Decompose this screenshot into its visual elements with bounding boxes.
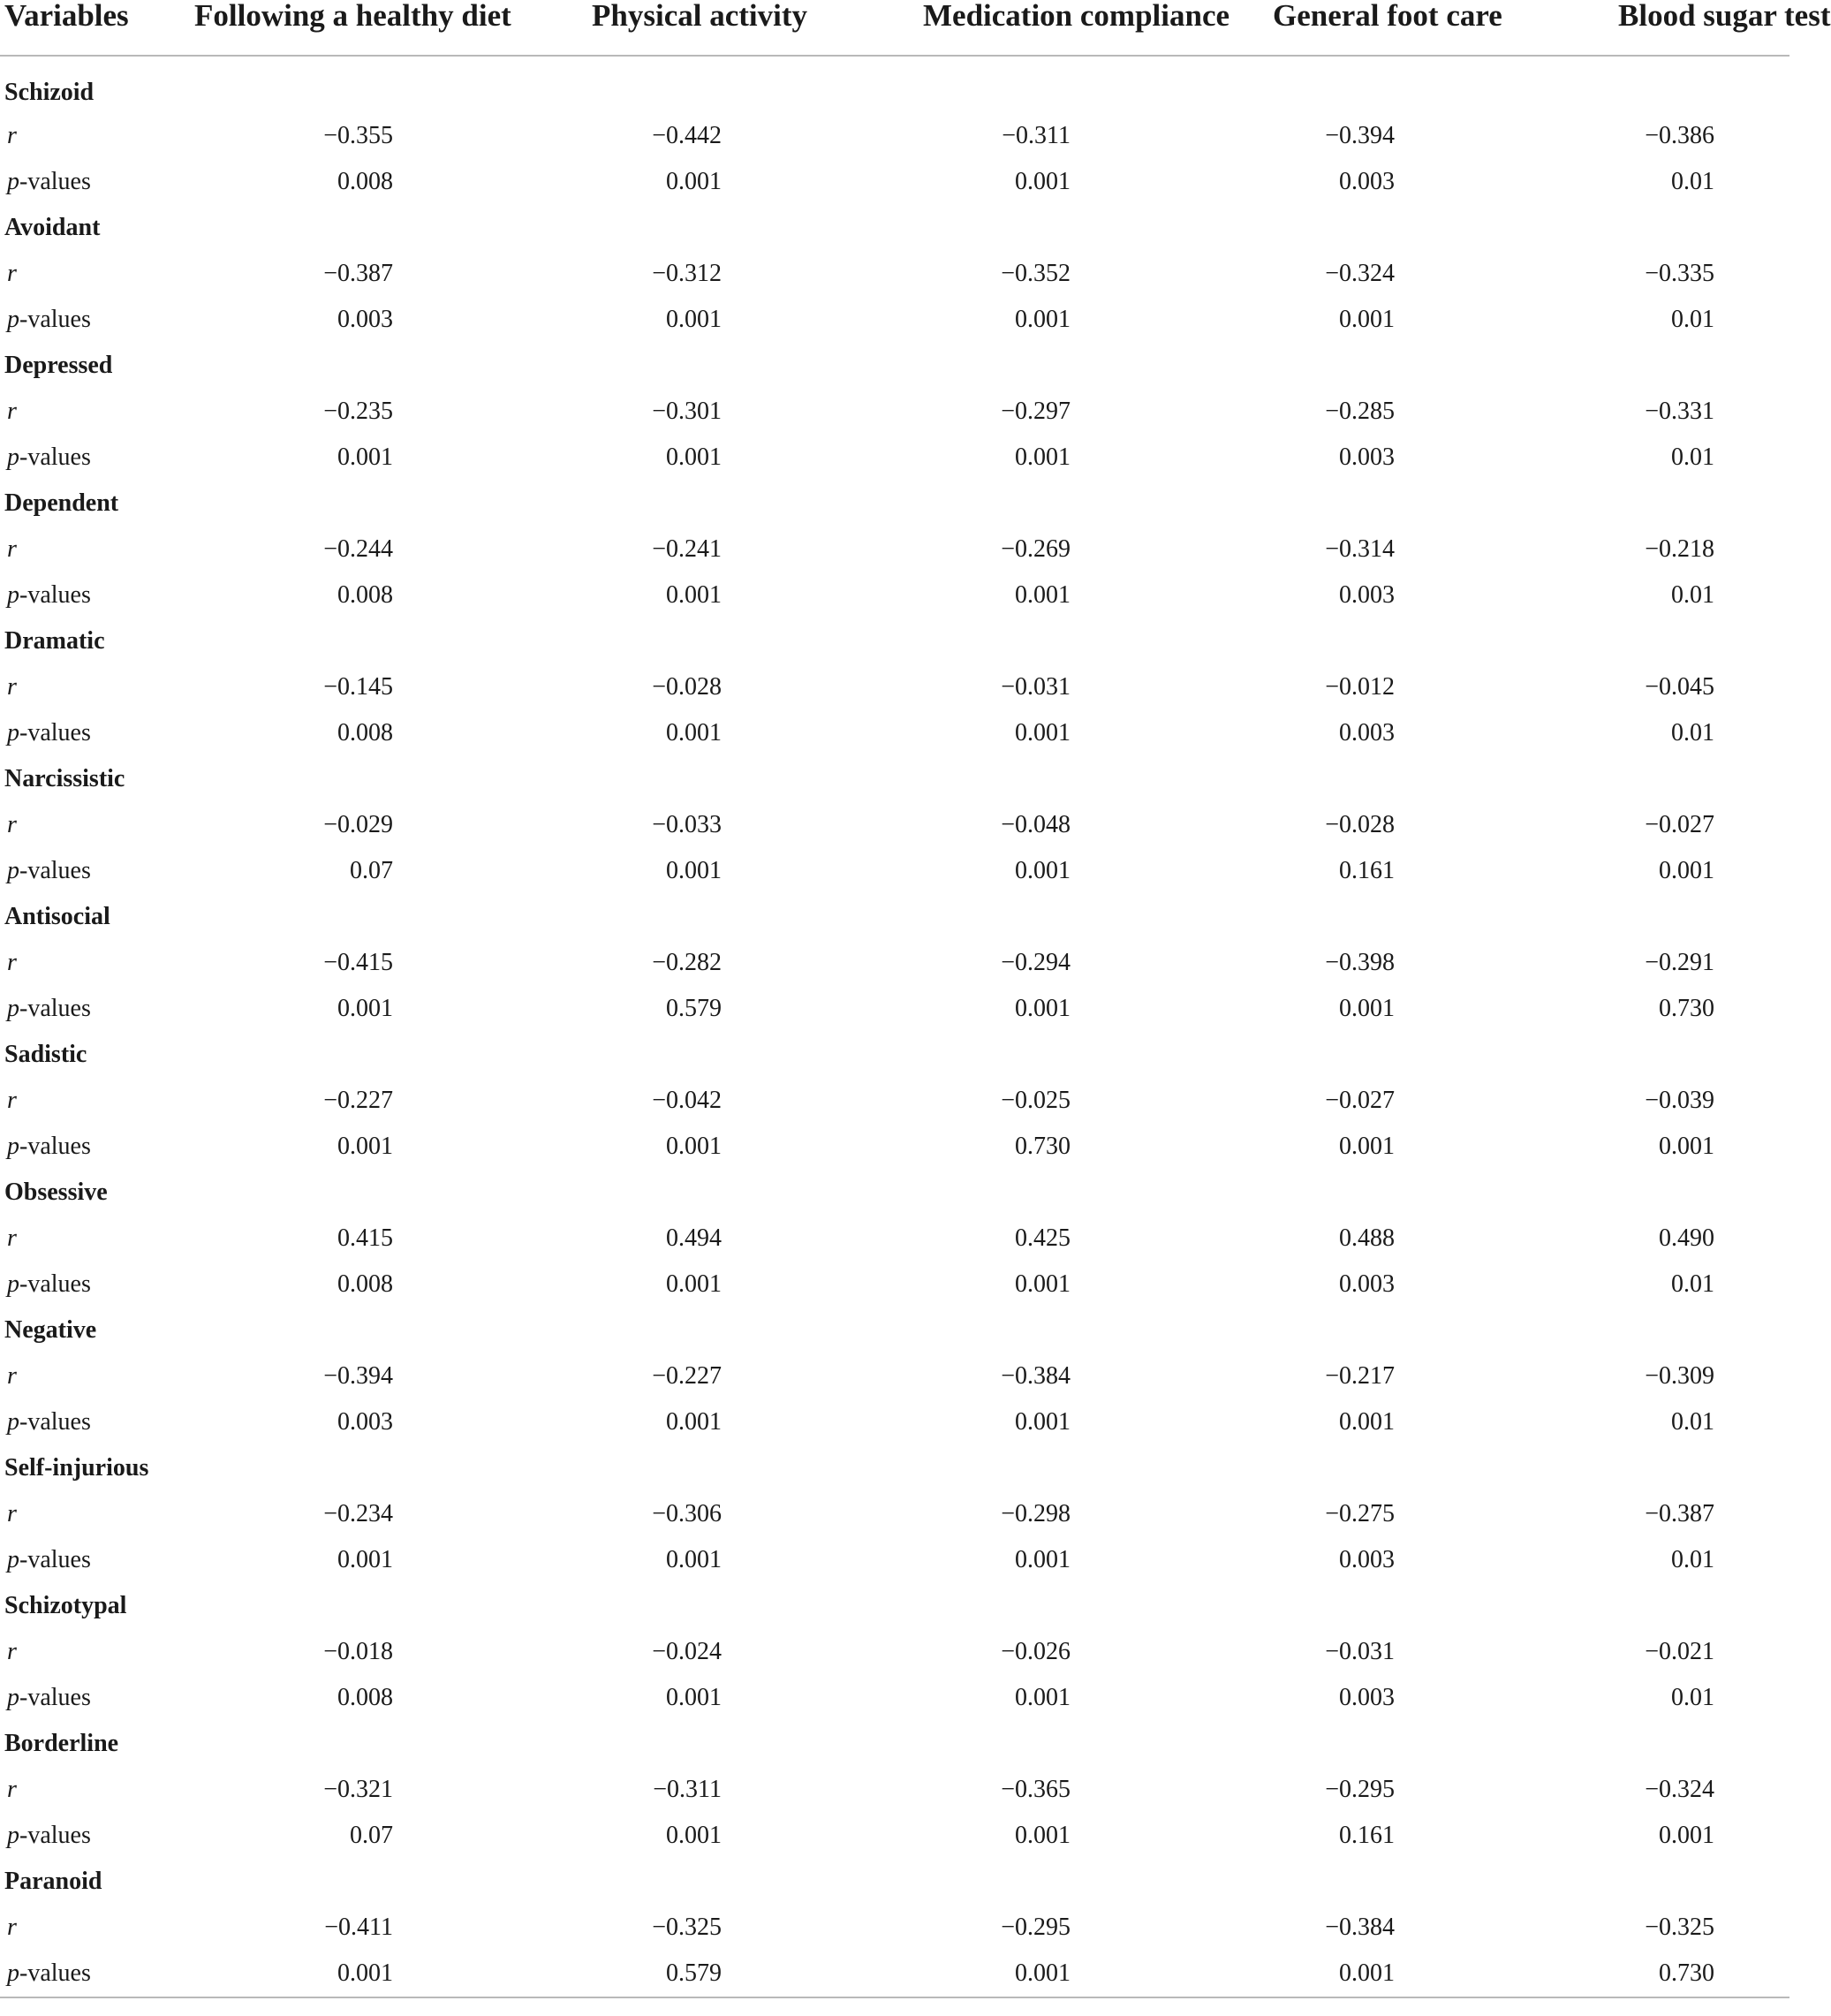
- p-symbol: p: [7, 857, 19, 884]
- p-value-cell: 0.001: [1015, 995, 1071, 1022]
- p-value-cell: 0.730: [1015, 1133, 1071, 1160]
- r-row: [0, 527, 1789, 572]
- p-value-cell: 0.01: [1671, 719, 1714, 747]
- r-value-cell: −0.042: [652, 1087, 722, 1114]
- p-value-cell: 0.001: [337, 995, 393, 1022]
- p-value-cell: 0.579: [556, 1951, 897, 1997]
- r-value-cell: −0.269: [1001, 535, 1071, 563]
- p-values-suffix: -values: [19, 1959, 91, 1987]
- r-value-cell: −0.028: [652, 673, 722, 701]
- p-value-cell: 0.001: [1339, 1408, 1395, 1436]
- r-value-cell: −0.021: [1645, 1638, 1714, 1665]
- p-values-suffix: -values: [19, 1133, 91, 1160]
- p-value-cell: 0.001: [666, 857, 722, 884]
- p-values-label: [0, 1813, 168, 1859]
- r-value-cell: −0.331: [1645, 398, 1714, 425]
- r-row: [0, 1216, 1789, 1262]
- p-value-cell: 0.001: [1015, 1546, 1071, 1573]
- group-name: Borderline: [4, 1730, 119, 1757]
- p-value-cell: 0.001: [1015, 306, 1071, 333]
- group-row: [0, 1445, 1789, 1491]
- r-value-cell: −0.275: [1325, 1500, 1395, 1527]
- r-row: [0, 664, 1789, 710]
- p-value-cell: 0.008: [337, 719, 393, 747]
- p-value-cell: 0.001: [666, 168, 722, 195]
- r-value-cell: −0.026: [1001, 1638, 1071, 1665]
- header-variables: Variables: [0, 0, 168, 56]
- p-value-cell: 0.730: [1578, 1951, 1789, 1997]
- r-value-cell: −0.244: [323, 535, 393, 563]
- r-value-cell: −0.218: [1645, 535, 1714, 563]
- p-symbol: p: [7, 306, 19, 333]
- p-value-cell: 0.001: [666, 581, 722, 609]
- r-value-cell: −0.227: [652, 1362, 722, 1390]
- p-values-label: [0, 1537, 168, 1583]
- p-value-cell: 0.008: [337, 1270, 393, 1298]
- r-label: [0, 113, 168, 159]
- p-value-cell: 0.001: [168, 1951, 556, 1997]
- p-values-suffix: -values: [19, 443, 91, 471]
- p-symbol: p: [7, 168, 19, 195]
- p-value-cell: 0.001: [337, 1546, 393, 1573]
- r-value-cell: 0.415: [337, 1224, 393, 1252]
- p-value-cell: 0.001: [666, 719, 722, 747]
- r-row: [0, 1491, 1789, 1537]
- p-values-label: [0, 159, 168, 205]
- p-values-suffix: -values: [19, 581, 91, 609]
- p-value-cell: 0.003: [1339, 1270, 1395, 1298]
- p-value-cell: 0.003: [337, 1408, 393, 1436]
- r-row: [0, 1078, 1789, 1124]
- p-value-cell: 0.730: [1659, 995, 1714, 1022]
- r-value-cell: −0.295: [1325, 1776, 1395, 1803]
- group-row: [0, 1859, 1789, 1905]
- p-value-cell: 0.003: [337, 306, 393, 333]
- p-value-cell: 0.001: [1015, 1270, 1071, 1298]
- p-values-suffix: -values: [19, 1822, 91, 1849]
- r-label: [0, 1491, 168, 1537]
- table-body: [0, 56, 1789, 1997]
- r-value-cell: −0.321: [323, 1776, 393, 1803]
- r-value-cell: −0.217: [1325, 1362, 1395, 1390]
- r-value-cell: −0.145: [323, 673, 393, 701]
- p-values-label: [0, 572, 168, 618]
- r-value-cell: 0.494: [666, 1224, 722, 1252]
- r-label: [0, 1629, 168, 1675]
- group-row: [0, 1032, 1789, 1078]
- r-symbol: r: [7, 1087, 17, 1114]
- group-row: [0, 1583, 1789, 1629]
- p-value-cell: 0.001: [1339, 995, 1395, 1022]
- r-value-cell: −0.394: [323, 1362, 393, 1390]
- r-value-cell: −0.411: [324, 1914, 393, 1941]
- r-value-cell: −0.355: [323, 122, 393, 149]
- p-value-cell: 0.001: [337, 1133, 393, 1160]
- p-values-row: [0, 1813, 1789, 1859]
- r-row: [0, 1629, 1789, 1675]
- r-value-cell: −0.324: [1325, 260, 1395, 287]
- p-values-suffix: -values: [19, 1684, 91, 1711]
- r-symbol: r: [7, 1500, 17, 1527]
- r-row: [0, 1353, 1789, 1399]
- p-values-suffix: -values: [19, 168, 91, 195]
- r-value-cell: −0.025: [1001, 1087, 1071, 1114]
- p-symbol: p: [7, 1959, 19, 1987]
- p-symbol: p: [7, 581, 19, 609]
- r-symbol: r: [7, 1776, 17, 1803]
- r-value-cell: −0.227: [323, 1087, 393, 1114]
- r-value-cell: −0.352: [1001, 260, 1071, 287]
- p-symbol: p: [7, 719, 19, 747]
- r-value-cell: −0.031: [1001, 673, 1071, 701]
- p-value-cell: 0.001: [1015, 443, 1071, 471]
- r-value-cell: −0.335: [1645, 260, 1714, 287]
- r-label: [0, 1905, 168, 1951]
- p-values-row: [0, 1399, 1789, 1445]
- r-value-cell: −0.415: [323, 949, 393, 976]
- r-value-cell: −0.442: [652, 122, 722, 149]
- r-value-cell: −0.045: [1645, 673, 1714, 701]
- p-values-row: [0, 710, 1789, 756]
- p-value-cell: 0.01: [1671, 443, 1714, 471]
- p-values-row: [0, 1262, 1789, 1307]
- p-values-suffix: -values: [19, 1408, 91, 1436]
- p-symbol: p: [7, 1822, 19, 1849]
- p-values-label: [0, 435, 168, 481]
- r-value-cell: −0.311: [1002, 122, 1071, 149]
- r-value-cell: −0.324: [1645, 1776, 1714, 1803]
- p-values-label: [0, 297, 168, 343]
- group-name: Paranoid: [4, 1868, 102, 1895]
- p-value-cell: 0.001: [666, 1133, 722, 1160]
- r-symbol: r: [7, 949, 17, 976]
- r-label: [0, 1078, 168, 1124]
- group-name: Self-injurious: [4, 1454, 149, 1482]
- r-symbol: r: [7, 122, 17, 149]
- p-values-row: [0, 1675, 1789, 1721]
- p-values-row: [0, 848, 1789, 894]
- group-row: [0, 205, 1789, 251]
- p-value-cell: 0.008: [337, 168, 393, 195]
- r-value-cell: −0.031: [1325, 1638, 1395, 1665]
- r-label: [0, 1353, 168, 1399]
- group-name: Dramatic: [4, 627, 105, 655]
- p-value-cell: 0.001: [666, 306, 722, 333]
- table-header: [0, 0, 1831, 56]
- header-physical-activity: Physical activity: [556, 0, 897, 56]
- r-value-cell: −0.291: [1645, 949, 1714, 976]
- p-values-suffix: -values: [19, 1270, 91, 1298]
- p-value-cell: 0.001: [1015, 581, 1071, 609]
- p-value-cell: 0.001: [666, 1546, 722, 1573]
- r-value-cell: −0.029: [323, 811, 393, 838]
- r-value-cell: −0.285: [1325, 398, 1395, 425]
- r-label: [0, 664, 168, 710]
- p-values-row: [0, 297, 1789, 343]
- group-name: Antisocial: [4, 903, 110, 930]
- r-value-cell: −0.018: [323, 1638, 393, 1665]
- p-value-cell: 0.161: [1339, 857, 1395, 884]
- r-row: [0, 802, 1789, 848]
- p-value-cell: 0.01: [1671, 1684, 1714, 1711]
- p-value-cell: 0.001: [1015, 168, 1071, 195]
- r-symbol: r: [7, 260, 17, 287]
- p-value-cell: 0.01: [1671, 1270, 1714, 1298]
- p-values-label: [0, 1262, 168, 1307]
- r-row: [0, 940, 1789, 986]
- r-value-cell: −0.294: [1001, 949, 1071, 976]
- p-value-cell: 0.001: [1659, 1133, 1714, 1160]
- p-value-cell: 0.001: [666, 443, 722, 471]
- r-value-cell: −0.394: [1325, 122, 1395, 149]
- p-value-cell: 0.001: [1339, 306, 1395, 333]
- p-value-cell: 0.003: [1339, 168, 1395, 195]
- group-row: [0, 1307, 1789, 1353]
- p-value-cell: 0.001: [337, 443, 393, 471]
- r-value-cell: −0.311: [653, 1776, 722, 1803]
- r-value-cell: −0.033: [652, 811, 722, 838]
- r-value-cell: −0.027: [1325, 1087, 1395, 1114]
- group-row: [0, 894, 1789, 940]
- r-value-cell: −0.048: [1001, 811, 1071, 838]
- p-value-cell: 0.003: [1339, 581, 1395, 609]
- group-row: [0, 1721, 1789, 1767]
- p-values-row: [0, 572, 1789, 618]
- r-row: [0, 1767, 1789, 1813]
- r-value-cell: −0.301: [652, 398, 722, 425]
- r-value-cell: −0.314: [1325, 535, 1395, 563]
- r-row: [0, 113, 1789, 159]
- r-value-cell: −0.039: [1645, 1087, 1714, 1114]
- r-value-cell: −0.306: [652, 1500, 722, 1527]
- p-value-cell: 0.001: [1015, 1684, 1071, 1711]
- header-medication-compliance: Medication compliance: [897, 0, 1233, 56]
- p-values-row: [0, 435, 1789, 481]
- p-value-cell: 0.01: [1671, 1408, 1714, 1436]
- r-label: [0, 389, 168, 435]
- p-value-cell: 0.001: [1339, 1133, 1395, 1160]
- p-value-cell: 0.003: [1339, 719, 1395, 747]
- p-values-label: [0, 1675, 168, 1721]
- p-value-cell: 0.01: [1671, 1546, 1714, 1573]
- p-value-cell: 0.001: [666, 1684, 722, 1711]
- p-value-cell: 0.001: [666, 1270, 722, 1298]
- r-label: [0, 251, 168, 297]
- r-symbol: r: [7, 1224, 17, 1252]
- group-name: Obsessive: [4, 1179, 108, 1206]
- p-symbol: p: [7, 1270, 19, 1298]
- group-name: Schizoid: [4, 79, 95, 106]
- r-symbol: r: [7, 398, 17, 425]
- p-value-cell: 0.001: [1659, 857, 1714, 884]
- p-symbol: p: [7, 443, 19, 471]
- r-value-cell: −0.028: [1325, 811, 1395, 838]
- p-symbol: p: [7, 1408, 19, 1436]
- p-values-row: [0, 1951, 1789, 1997]
- p-value-cell: 0.003: [1339, 443, 1395, 471]
- p-values-label: [0, 1951, 168, 1997]
- p-value-cell: 0.161: [1339, 1822, 1395, 1849]
- p-value-cell: 0.01: [1671, 168, 1714, 195]
- p-values-row: [0, 159, 1789, 205]
- r-value-cell: −0.325: [652, 1914, 722, 1941]
- header-row: [0, 0, 1789, 56]
- p-value-cell: 0.01: [1671, 581, 1714, 609]
- r-value-cell: 0.488: [1339, 1224, 1395, 1252]
- r-symbol: r: [7, 535, 17, 563]
- p-value-cell: 0.001: [1015, 1408, 1071, 1436]
- group-name: Negative: [4, 1316, 97, 1344]
- p-symbol: p: [7, 1684, 19, 1711]
- p-symbol: p: [7, 995, 19, 1022]
- p-values-label: [0, 1124, 168, 1170]
- p-values-label: [0, 1399, 168, 1445]
- r-label: [0, 802, 168, 848]
- group-row: [0, 618, 1789, 664]
- r-value-cell: −0.309: [1645, 1362, 1714, 1390]
- header-healthy-diet: Following a healthy diet: [168, 0, 556, 56]
- p-value-cell: 0.008: [337, 581, 393, 609]
- group-name: Sadistic: [4, 1041, 87, 1068]
- p-value-cell: 0.579: [666, 995, 722, 1022]
- r-value-cell: −0.234: [323, 1500, 393, 1527]
- p-value-cell: 0.003: [1339, 1684, 1395, 1711]
- r-label: [0, 1767, 168, 1813]
- r-value-cell: −0.365: [1001, 1776, 1071, 1803]
- r-value-cell: −0.386: [1645, 122, 1714, 149]
- p-values-suffix: -values: [19, 857, 91, 884]
- r-value-cell: 0.425: [1015, 1224, 1071, 1252]
- p-values-suffix: -values: [19, 306, 91, 333]
- group-name: Narcissistic: [4, 765, 125, 792]
- r-symbol: r: [7, 673, 17, 701]
- group-row: [0, 756, 1789, 802]
- group-row: [0, 56, 1789, 113]
- r-value-cell: −0.384: [1325, 1914, 1395, 1941]
- r-value-cell: −0.312: [652, 260, 722, 287]
- p-values-suffix: -values: [19, 719, 91, 747]
- p-value-cell: 0.003: [1339, 1546, 1395, 1573]
- p-values-row: [0, 1537, 1789, 1583]
- p-value-cell: 0.001: [666, 1822, 722, 1849]
- r-symbol: r: [7, 1914, 17, 1941]
- group-name: Depressed: [4, 352, 113, 379]
- r-value-cell: 0.490: [1659, 1224, 1714, 1252]
- group-name: Schizotypal: [4, 1592, 127, 1619]
- header-blood-sugar-test: Blood sugar test: [1578, 0, 1789, 56]
- group-name: Dependent: [4, 489, 119, 517]
- r-symbol: r: [7, 1638, 17, 1665]
- p-value-cell: 0.008: [337, 1684, 393, 1711]
- p-symbol: p: [7, 1133, 19, 1160]
- group-row: [0, 343, 1789, 389]
- p-value-cell: 0.001: [897, 1951, 1233, 1997]
- p-value-cell: 0.001: [1015, 719, 1071, 747]
- p-values-row: [0, 986, 1789, 1032]
- r-value-cell: −0.384: [1001, 1362, 1071, 1390]
- r-value-cell: −0.325: [1645, 1914, 1714, 1941]
- p-symbol: p: [7, 1546, 19, 1573]
- r-value-cell: −0.282: [652, 949, 722, 976]
- p-value-cell: 0.07: [350, 857, 393, 884]
- p-value-cell: 0.001: [1659, 1822, 1714, 1849]
- p-value-cell: 0.01: [1671, 306, 1714, 333]
- r-value-cell: −0.298: [1001, 1500, 1071, 1527]
- r-label: [0, 940, 168, 986]
- p-values-label: [0, 710, 168, 756]
- p-value-cell: 0.001: [1015, 1822, 1071, 1849]
- r-value-cell: −0.387: [1645, 1500, 1714, 1527]
- r-symbol: r: [7, 811, 17, 838]
- r-label: [0, 527, 168, 572]
- p-value-cell: 0.001: [1233, 1951, 1578, 1997]
- p-value-cell: 0.001: [666, 1408, 722, 1436]
- p-values-label: [0, 986, 168, 1032]
- r-value-cell: −0.024: [652, 1638, 722, 1665]
- r-value-cell: −0.398: [1325, 949, 1395, 976]
- r-value-cell: −0.241: [652, 535, 722, 563]
- r-value-cell: −0.027: [1645, 811, 1714, 838]
- header-general-foot-care: General foot care: [1233, 0, 1578, 56]
- p-values-suffix: -values: [19, 1546, 91, 1573]
- r-value-cell: −0.387: [323, 260, 393, 287]
- r-value-cell: −0.012: [1325, 673, 1395, 701]
- p-values-label: [0, 848, 168, 894]
- r-value-cell: −0.295: [1001, 1914, 1071, 1941]
- r-value-cell: −0.297: [1001, 398, 1071, 425]
- r-row: [0, 1905, 1789, 1951]
- group-name: Avoidant: [4, 214, 101, 241]
- p-value-cell: 0.001: [1015, 857, 1071, 884]
- p-value-cell: 0.07: [350, 1822, 393, 1849]
- group-row: [0, 481, 1789, 527]
- r-label: [0, 1216, 168, 1262]
- r-symbol: r: [7, 1362, 17, 1390]
- group-row: [0, 1170, 1789, 1216]
- p-values-row: [0, 1124, 1789, 1170]
- r-row: [0, 251, 1789, 297]
- r-row: [0, 389, 1789, 435]
- r-value-cell: −0.235: [323, 398, 393, 425]
- p-values-suffix: -values: [19, 995, 91, 1022]
